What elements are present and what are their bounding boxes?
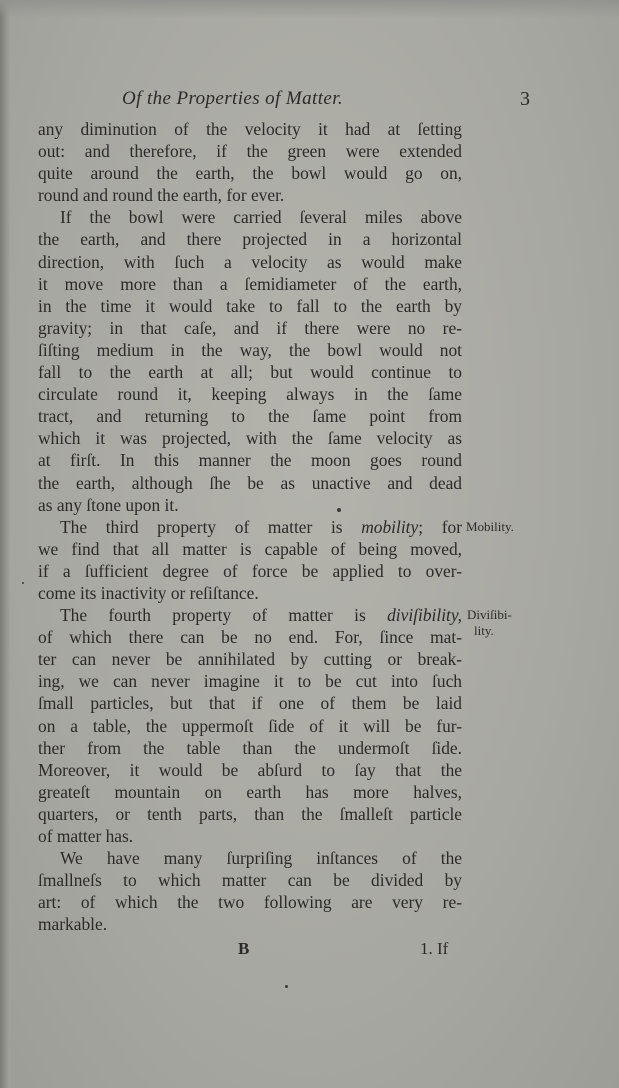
text-line [38,891,462,913]
text-line [38,516,462,538]
text-line-content: ing, we can never imagine it to be cut into ſuch [38,671,462,692]
text-line [38,759,462,781]
text-line-content: the earth, although ſhe be as unactive and dead [38,472,462,493]
text-line-content: quite around the earth, the bowl would go on, [38,163,462,184]
text-line-content: in the time it would take to fall to the earth by [38,295,462,316]
text-line-content: direction, with ſuch a velocity as would make [38,251,462,272]
text-line-content: it move more than a ſemidiameter of the earth, [38,273,462,294]
text-line-content: art: of which the two following are very re- [38,892,462,913]
italic-term: diviſibility, [387,605,462,626]
signature-mark: B [238,939,250,958]
text-line [38,692,462,714]
text-line [38,251,462,273]
italic-term: mobility [361,516,419,537]
text-line-content: tract, and returning to the ſame point from [38,406,462,427]
text-line [38,295,462,317]
margin-note-mobility: Mobility. [466,519,514,534]
text-line [38,206,462,228]
text-line-content: ther from the table than the undermoſt ſide. [38,737,462,758]
text-line-content: circulate round it, keeping always in the ſame [38,384,462,405]
text-line-content: greateſt mountain on earth has more halves, [38,781,462,802]
text-line [38,317,462,339]
text-line-content: which it was projected, with the ſame velocity as [38,428,462,449]
text-line-content: if a ſufficient degree of force be applied to over- [38,560,462,581]
text-line-content: ſiſting medium in the way, the bowl would not [38,339,462,360]
text-line-content: markable. [38,914,108,935]
margin-note-divisibility: Diviſibi- [467,607,512,622]
ink-speck [285,985,288,988]
text-line-content: as any ſtone upon it. [38,494,179,515]
text-line-content: fall to the earth at all; but would continue to [38,362,462,383]
text-line [38,449,462,471]
text-line [38,273,462,295]
text-line [38,472,462,494]
text-line [38,648,462,670]
running-title: Of the Properties of Matter. [122,88,344,109]
text-line-content: quarters, or tenth parts, than the ſmalleſt particle [38,803,462,824]
text-line-content: ſmall particles, but that if one of them be laid [38,693,462,714]
catchword: 1. If [420,939,449,958]
text-line-content: Moreover, it would be abſurd to ſay that the [38,759,462,780]
running-head [0,88,619,116]
text-line [38,184,462,206]
page-number: 3 [520,88,530,110]
text-line [38,626,462,648]
ink-speck [22,582,24,584]
text-line [38,670,462,692]
text-line [38,869,462,891]
text-line [38,383,462,405]
text-line-content: at firſt. In this manner the moon goes round [38,450,462,471]
page-edge [0,0,10,1088]
text-line [38,427,462,449]
text-line-content: come its inactivity or reſiſtance. [38,582,259,603]
text-line [38,604,462,626]
text-line [38,913,462,935]
text-line-content: of which there can be no end. For, ſince mat- [38,627,462,648]
text-line-content: on a table, the uppermoſt ſide of it will be fur- [38,715,462,736]
text-line [38,803,462,825]
text-line [38,118,462,140]
text-line-content: We have many ſurpriſing inſtances of the [60,848,462,869]
margin-note-divisibility-cont: lity. [474,623,494,638]
page-top-shadow [0,0,619,18]
body-text [38,118,462,935]
text-line [38,339,462,361]
text-line [38,140,462,162]
text-line-content: out: and therefore, if the green were extended [38,141,462,162]
text-line [38,538,462,560]
text-line-content: the earth, and there projected in a horizontal [38,229,462,250]
text-line-content: The third property of matter is [60,516,343,537]
text-line-content: The fourth property of matter is [60,605,366,626]
text-line-content: ter can never be annihilated by cutting or break- [38,649,462,670]
text-line [38,162,462,184]
text-line-after: ; for [418,516,462,537]
text-line-content: gravity; in that caſe, and if there were no re- [38,317,462,338]
text-line [38,494,462,516]
text-line [38,825,462,847]
text-line-content: round and round the earth, for ever. [38,185,285,206]
ink-speck [337,508,341,512]
text-line [38,737,462,759]
text-line-content: If the bowl were carried ſeveral miles above [60,207,462,228]
text-line-content: ſmallneſs to which matter can be divided by [38,870,462,891]
text-line-content: any diminution of the velocity it had at ſetting [38,119,462,139]
text-line [38,847,462,869]
text-line [38,560,462,582]
text-line-content: of matter has. [38,826,134,846]
text-line [38,715,462,737]
text-line [38,361,462,383]
text-line [38,228,462,250]
text-line [38,582,462,604]
text-line-content: we find that all matter is capable of being moved, [38,538,462,559]
text-line [38,781,462,803]
text-line [38,405,462,427]
